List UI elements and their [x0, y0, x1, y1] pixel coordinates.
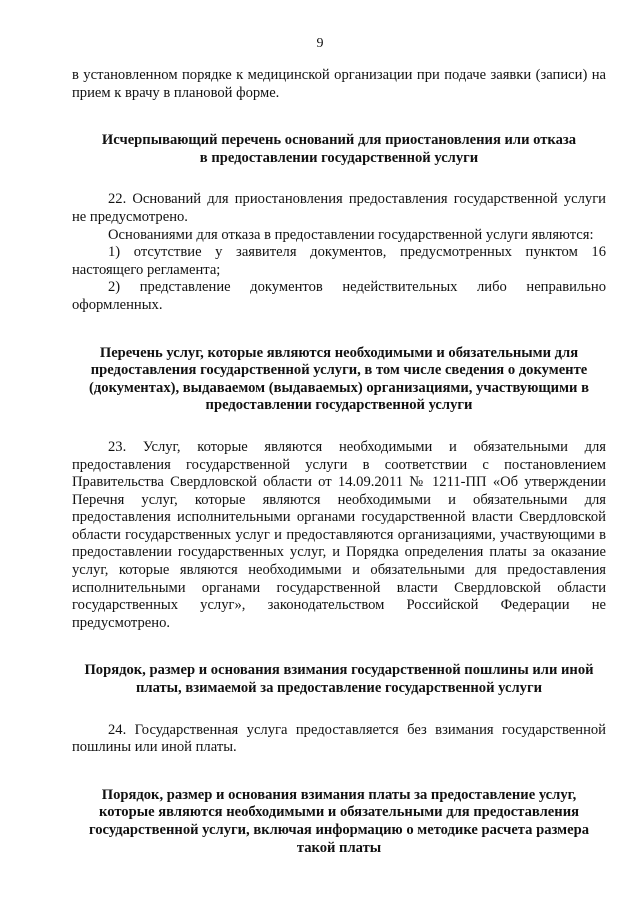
list-item-1: 1) отсутствие у заявителя документов, предусмотренных пунктом 16 настоящего регламента; [72, 244, 606, 278]
heading-line: государственной услуги, включая информацию о методике расчета размера [88, 822, 590, 838]
section-heading-grounds-refusal [72, 132, 606, 167]
heading-line: (документах), выдаваемом (выдаваемых) организациями, участвующими в [89, 379, 589, 396]
heading-line: Перечень услуг, которые являются необходимыми и обязательными для [99, 344, 579, 361]
heading-line: предоставления государственной услуги, в том числе сведения о документе [90, 362, 588, 379]
intro-paragraph: в установленном порядке к медицинской организации при подаче заявки (записи) на прием к врачу в плановой форме. [72, 67, 606, 101]
document-body [72, 67, 606, 857]
heading-line: Порядок, размер и основания взимания государственной пошлины или иной [84, 662, 594, 679]
section-heading-required-services [72, 345, 606, 415]
list-item-2: 2) представление документов недействительных либо неправильно оформленных. [72, 279, 606, 313]
heading-line: такой платы [296, 839, 382, 856]
heading-line: Исчерпывающий перечень оснований для приостановления или отказа [101, 132, 577, 149]
paragraph-22-refusal: Основаниями для отказа в предоставлении государственной услуги являются: [108, 226, 594, 243]
heading-line: платы, взимаемой за предоставление государственной услуги [135, 680, 542, 697]
heading-line: в предоставлении государственной услуги [199, 149, 479, 166]
paragraph-24: 24. Государственная услуга предоставляется без взимания государственной пошлины или иной платы. [72, 721, 606, 756]
page-number: 9 [316, 36, 324, 51]
heading-line: предоставлении государственной услуги [205, 397, 473, 414]
paragraph-22: 22. Оснований для приостановления предоставления государственной услуги не предусмотрено. [72, 191, 606, 225]
section-heading-state-duty [72, 662, 606, 697]
paragraph-23: 23. Услуг, которые являются необходимыми и обязательными для предоставления государственной услуги в соответствии с постановлением Правительства Свердловской области от 14.09.2011 № 1211-ПП «Об утверждении Перечня услуг, которые являются необходимыми и обязательными для предоставления исполнительными органами государственной власти Свердловской области государственных услуг и предоставляются организациями, участвующими в предоставлении государственных услуг, и Порядка определения платы за оказание услуг, которые являются необходимыми и обязательными для предоставления исполнительными органами государственной власти Свердловской области государственных услуг», законодательством Российской Федерации не предусмотрено. [72, 438, 606, 631]
section-heading-fee-procedure [72, 787, 606, 857]
heading-line: Порядок, размер и основания взимания платы за предоставление услуг, [101, 786, 577, 803]
heading-line: которые являются необходимыми и обязательными для предоставления [99, 804, 579, 821]
